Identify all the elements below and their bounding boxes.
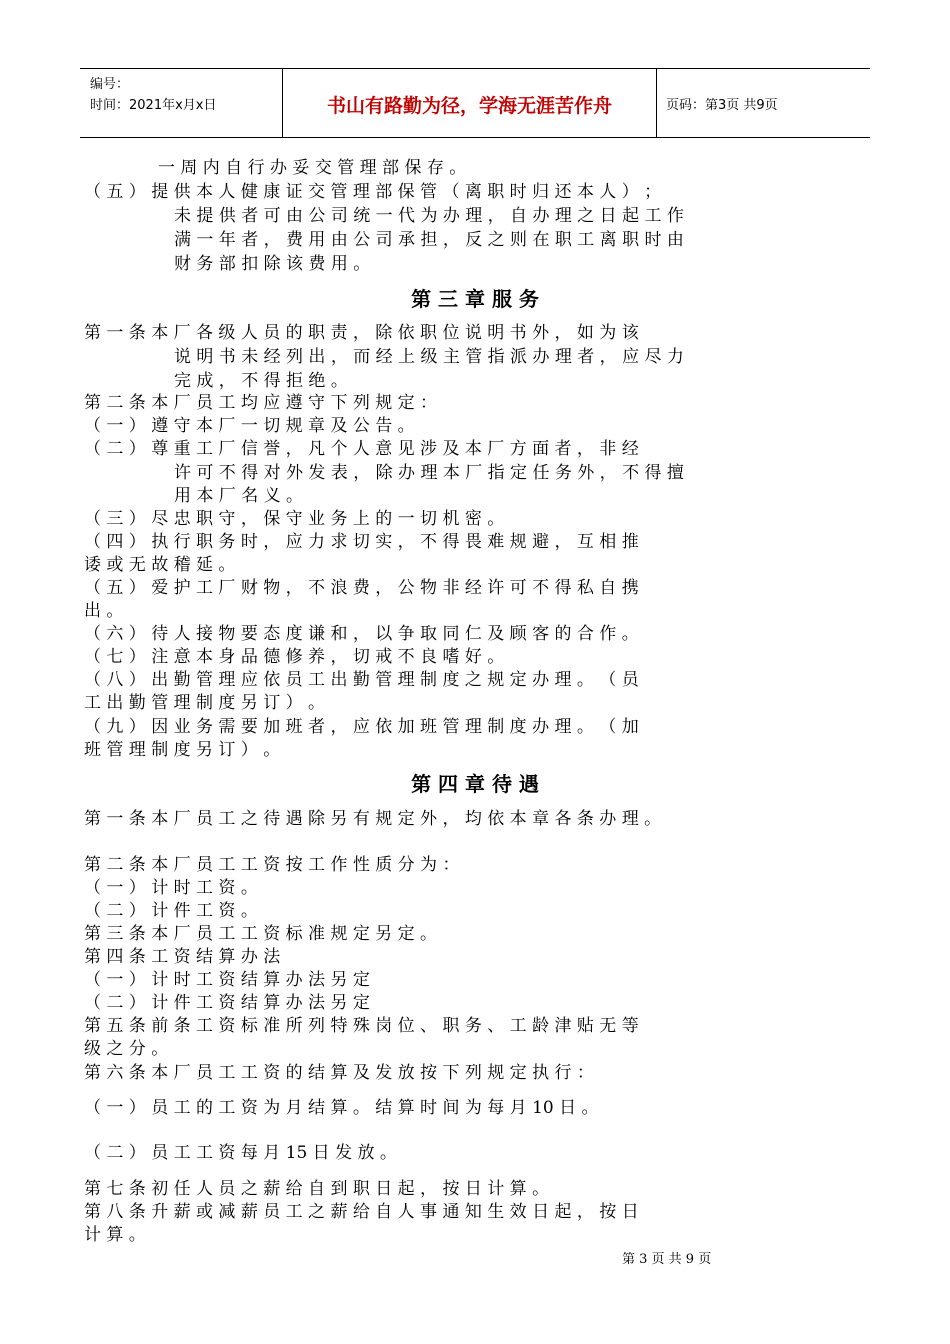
document-date: 时间：2021年x月x日 — [90, 98, 217, 113]
text-line: 一 周 内 自 行 办 妥 交 管 理 部 保 存 。 — [158, 158, 467, 178]
text-line: （ 二 ） 尊 重 工 厂 信 誉 ， 凡 个 人 意 见 涉 及 本 厂 方 面 者 ， 非 经 — [84, 439, 639, 459]
header-motto: 书山有路勤为径，学海无涯苦作舟 — [326, 95, 612, 117]
text-line: 完 成 ， 不 得 拒 绝 。 — [174, 371, 348, 391]
text-line: 计 算 。 — [84, 1225, 146, 1245]
text-line: （ 七 ） 注 意 本 身 品 德 修 养 ， 切 戒 不 良 嗜 好 。 — [84, 647, 505, 667]
text-line: 第 二 条 本 厂 员 工 均 应 遵 守 下 列 规 定 ： — [84, 393, 438, 413]
chapter-4-heading: 第 四 章 待 遇 — [411, 772, 539, 796]
text-line: 第 八 条 升 薪 或 减 薪 员 工 之 薪 给 自 人 事 通 知 生 效 日 起 ， 按 日 — [84, 1202, 639, 1222]
text-line: 未 提 供 者 可 由 公 司 统 一 代 为 办 理 ， 自 办 理 之 日 起 工 作 — [174, 206, 684, 226]
text-line: 班 管 理 制 度 另 订 ） 。 — [84, 740, 281, 760]
text-line: 用 本 厂 名 义 。 — [174, 486, 304, 506]
text-line: 许 可 不 得 对 外 发 表 ， 除 办 理 本 厂 指 定 任 务 外 ， 不 得 擅 — [174, 463, 684, 483]
text-line: 第 五 条 前 条 工 资 标 准 所 列 特 殊 岗 位 、 职 务 、 工 龄 津 贴 无 等 — [84, 1016, 639, 1036]
text-line: （ 五 ） 爱 护 工 厂 财 物 ， 不 浪 费 ， 公 物 非 经 许 可 不 得 私 自 携 — [84, 578, 639, 598]
header-page-cell — [656, 69, 870, 137]
text-line: （ 二 ） 计 件 工 资 结 算 办 法 另 定 — [84, 993, 370, 1013]
header-motto-cell — [282, 69, 657, 137]
page-footer: 第 3 页 共 9 页 — [622, 1252, 712, 1267]
text-line: 满 一 年 者 ， 费 用 由 公 司 承 担 ， 反 之 则 在 职 工 离 职 时 由 — [174, 230, 684, 250]
text-line: （ 二 ） 员 工 工 资 每 月 15 日 发 放 。 — [84, 1143, 397, 1163]
text-line: （ 二 ） 计 件 工 资 。 — [84, 901, 258, 921]
document-code: 编号： — [90, 77, 130, 92]
text-line: 第 一 条 本 厂 员 工 之 待 遇 除 另 有 规 定 外 ， 均 依 本 章 各 条 办 理 。 — [84, 809, 662, 829]
text-line: （ 四 ） 执 行 职 务 时 ， 应 力 求 切 实 ， 不 得 畏 难 规 避 ， 互 相 推 — [84, 532, 639, 552]
chapter-3-heading: 第 三 章 服 务 — [411, 287, 539, 311]
text-line: 第 三 条 本 厂 员 工 工 资 标 准 规 定 另 定 。 — [84, 924, 438, 944]
text-line: （ 三 ） 尽 忠 职 守 ， 保 守 业 务 上 的 一 切 机 密 。 — [84, 509, 505, 529]
text-line: （ 一 ） 遵 守 本 厂 一 切 规 章 及 公 告 。 — [84, 416, 415, 436]
text-line: （ 六 ） 待 人 接 物 要 态 度 谦 和 ， 以 争 取 同 仁 及 顾 客 的 合 作 。 — [84, 624, 639, 644]
page-header — [80, 68, 870, 138]
text-line: （ 一 ） 计 时 工 资 。 — [84, 878, 258, 898]
text-line: 级 之 分 。 — [84, 1039, 169, 1059]
text-line: 说 明 书 未 经 列 出 ， 而 经 上 级 主 管 指 派 办 理 者 ， 应 尽 力 — [174, 347, 684, 367]
text-line: 工 出 勤 管 理 制 度 另 订 ） 。 — [84, 693, 326, 713]
text-line: （ 八 ） 出 勤 管 理 应 依 员 工 出 勤 管 理 制 度 之 规 定 办 理 。 （ 员 — [84, 670, 639, 690]
text-line: （ 一 ） 员 工 的 工 资 为 月 结 算 。 结 算 时 间 为 每 月 10 日 。 — [84, 1098, 599, 1118]
text-line: （ 一 ） 计 时 工 资 结 算 办 法 另 定 — [84, 970, 370, 990]
text-line: 诿 或 无 故 稽 延 。 — [84, 555, 236, 575]
text-line: 第 一 条 本 厂 各 级 人 员 的 职 责 ， 除 依 职 位 说 明 书 外 ， 如 为 该 — [84, 323, 639, 343]
text-line: 第 二 条 本 厂 员 工 工 资 按 工 作 性 质 分 为 ： — [84, 855, 460, 875]
text-line: 第 六 条 本 厂 员 工 工 资 的 结 算 及 发 放 按 下 列 规 定 执 行 ： — [84, 1063, 594, 1083]
text-line: 第 七 条 初 任 人 员 之 薪 给 自 到 职 日 起 ， 按 日 计 算 。 — [84, 1179, 550, 1199]
text-line: 财 务 部 扣 除 该 费 用 。 — [174, 254, 371, 274]
header-page-info: 页码：第3页 共9页 — [666, 98, 778, 113]
header-meta-cell — [80, 69, 282, 137]
text-line: （ 五 ） 提 供 本 人 健 康 证 交 管 理 部 保 管 （ 离 职 时 归 还 本 人 ） ； — [84, 182, 662, 202]
text-line: 出 。 — [84, 601, 124, 621]
text-line: （ 九 ） 因 业 务 需 要 加 班 者 ， 应 依 加 班 管 理 制 度 办 理 。 （ 加 — [84, 717, 639, 737]
text-line: 第 四 条 工 资 结 算 办 法 — [84, 947, 281, 967]
